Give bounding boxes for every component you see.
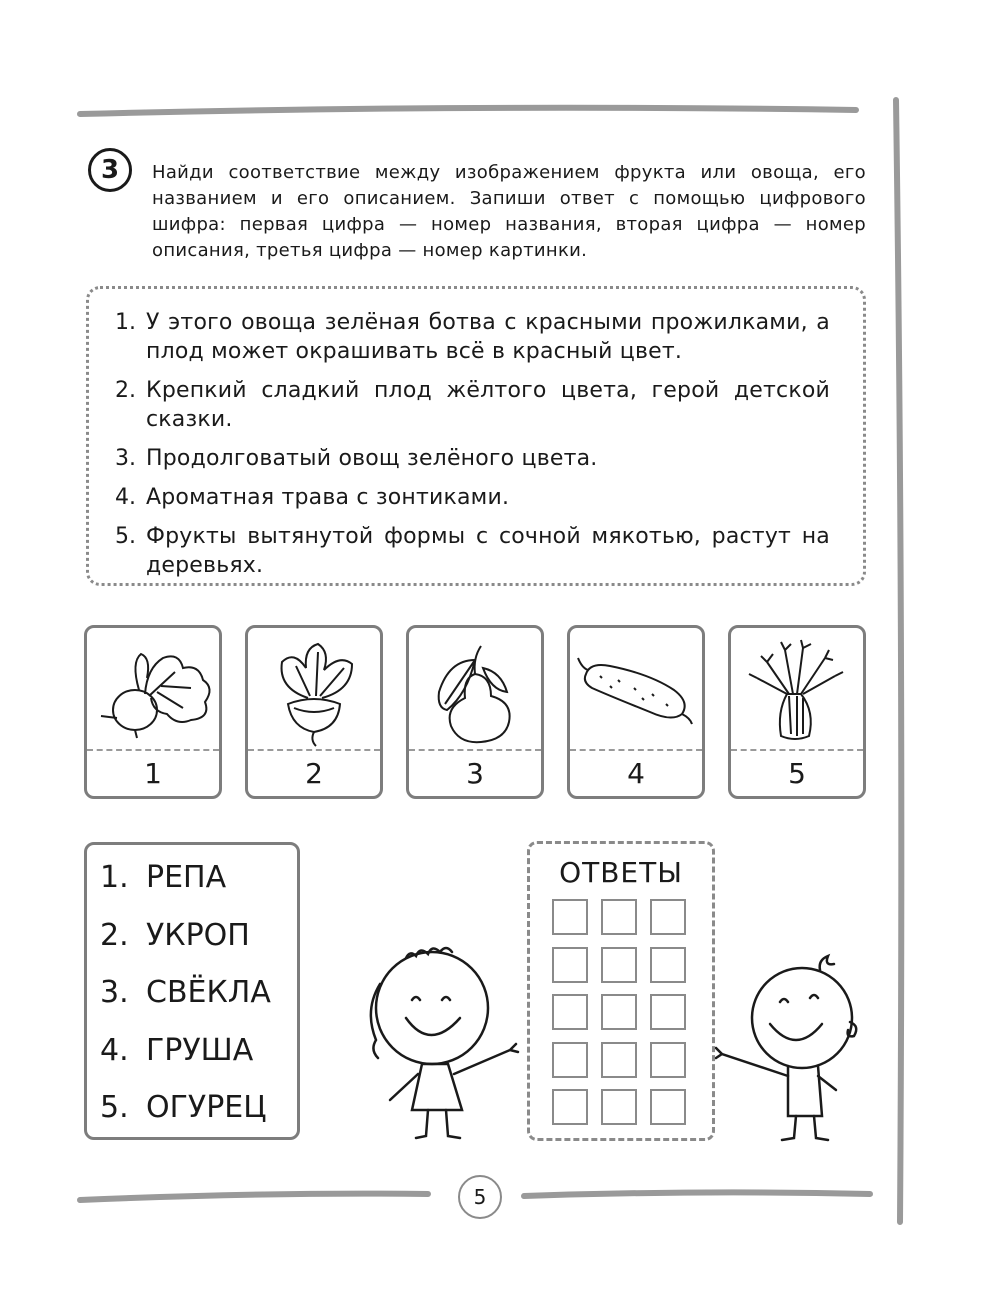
answer-cell[interactable] bbox=[650, 899, 686, 935]
name-item bbox=[100, 971, 271, 1029]
description-item bbox=[100, 376, 830, 434]
card-divider bbox=[731, 749, 863, 751]
answer-cell[interactable] bbox=[601, 899, 637, 935]
description-text: Продолговатый овощ зелёного цвета. bbox=[146, 446, 598, 471]
dill-icon bbox=[731, 628, 863, 748]
name-item bbox=[100, 914, 271, 972]
description-text: Фрукты вытянутой формы с сочной мякотью, растут на деревьях. bbox=[146, 524, 830, 578]
picture-card bbox=[567, 625, 705, 799]
name-text: УКРОП bbox=[146, 917, 250, 953]
task-instructions: Найди соответствие между изображением фрукта или овоща, его названием и его описанием. Запиши ответ с помощью цифрового шифра: первая цифра — номер названия, вторая цифра — номер описания, третья цифра — номер картинки. bbox=[152, 162, 866, 261]
descriptions-list bbox=[100, 308, 830, 590]
name-text: РЕПА bbox=[146, 860, 227, 895]
card-divider bbox=[248, 749, 380, 751]
description-text: Ароматная трава с зонтиками. bbox=[146, 485, 510, 510]
description-item bbox=[100, 522, 830, 580]
answers-title: ОТВЕТЫ bbox=[559, 856, 683, 889]
picture-card bbox=[406, 625, 544, 799]
picture-card bbox=[245, 625, 383, 799]
description-number: 3. bbox=[115, 446, 136, 471]
answer-cell[interactable] bbox=[650, 947, 686, 983]
name-text: ГРУША bbox=[146, 1032, 254, 1068]
description-text: Крепкий сладкий плод жёлтого цвета, герой детской сказки. bbox=[146, 378, 830, 432]
description-text: У этого овоща зелёная ботва с красными прожилками, а плод может окрашивать всё в красный цвет. bbox=[146, 310, 830, 364]
description-number: 2. bbox=[115, 378, 136, 403]
name-number: 1. bbox=[100, 860, 129, 895]
description-number: 1. bbox=[115, 310, 136, 335]
description-item bbox=[100, 444, 830, 473]
answer-cell[interactable] bbox=[552, 1089, 588, 1125]
description-item bbox=[100, 483, 830, 512]
bottom-rule-left bbox=[80, 1194, 428, 1200]
answers-grid bbox=[552, 899, 686, 1125]
name-text: ОГУРЕЦ bbox=[146, 1090, 267, 1125]
answer-cell[interactable] bbox=[650, 1042, 686, 1078]
name-item bbox=[100, 1029, 271, 1087]
name-number: 2. bbox=[100, 917, 129, 953]
beet-icon bbox=[87, 628, 219, 748]
picture-number: 1 bbox=[144, 757, 162, 790]
card-divider bbox=[87, 749, 219, 751]
answer-cell[interactable] bbox=[552, 994, 588, 1030]
picture-number: 4 bbox=[627, 757, 645, 790]
picture-card bbox=[84, 625, 222, 799]
card-divider bbox=[570, 749, 702, 751]
page-number: 5 bbox=[458, 1175, 502, 1219]
boy-figure bbox=[716, 956, 856, 1140]
names-list bbox=[100, 856, 271, 1144]
bottom-rule-right bbox=[524, 1192, 870, 1196]
answer-cell[interactable] bbox=[650, 1089, 686, 1125]
description-number: 4. bbox=[115, 485, 136, 510]
right-rule bbox=[896, 100, 901, 1222]
answer-cell[interactable] bbox=[601, 947, 637, 983]
name-text: СВЁКЛА bbox=[146, 975, 271, 1010]
card-divider bbox=[409, 749, 541, 751]
answer-cell[interactable] bbox=[552, 1042, 588, 1078]
name-number: 4. bbox=[100, 1032, 129, 1068]
name-number: 3. bbox=[100, 975, 129, 1010]
answer-cell[interactable] bbox=[601, 1089, 637, 1125]
picture-number: 2 bbox=[305, 757, 323, 790]
answer-cell[interactable] bbox=[650, 994, 686, 1030]
picture-card bbox=[728, 625, 866, 799]
turnip-icon bbox=[248, 628, 380, 748]
name-number: 5. bbox=[100, 1090, 129, 1125]
top-rule bbox=[80, 108, 856, 114]
answer-cell[interactable] bbox=[552, 899, 588, 935]
girl-figure bbox=[371, 948, 518, 1138]
name-item bbox=[100, 1086, 271, 1144]
name-item bbox=[100, 856, 271, 914]
task-number: 3 bbox=[88, 148, 132, 192]
picture-number: 5 bbox=[788, 757, 806, 790]
cucumber-icon bbox=[570, 628, 702, 748]
pear-icon bbox=[409, 628, 541, 748]
answer-cell[interactable] bbox=[601, 1042, 637, 1078]
picture-number: 3 bbox=[466, 757, 484, 790]
answer-cell[interactable] bbox=[552, 947, 588, 983]
answer-cell[interactable] bbox=[601, 994, 637, 1030]
description-item bbox=[100, 308, 830, 366]
description-number: 5. bbox=[115, 524, 136, 549]
